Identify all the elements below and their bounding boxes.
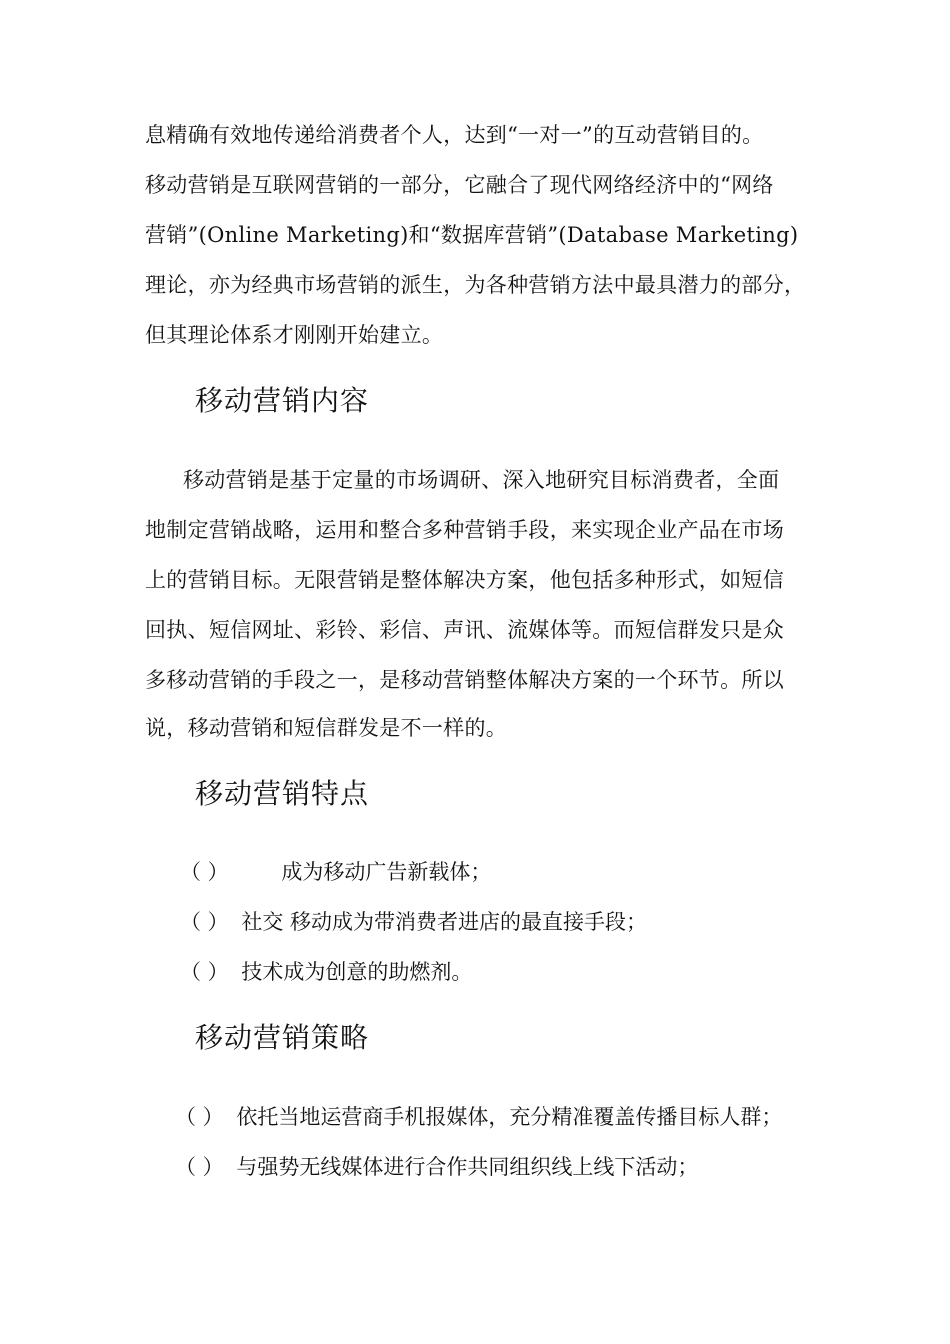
content-line-6: 说，移动营销和短信群发是不一样的。 <box>145 716 508 740</box>
feature-item-1-text: 成为移动广告新载体； <box>281 860 492 884</box>
feature-item-3-text: 技术成为创意的助燃剂。 <box>241 960 473 984</box>
intro-line-5: 但其理论体系才刚刚开始建立。 <box>145 323 444 347</box>
strategy-item-1 <box>175 1102 782 1132</box>
intro-line-1: 息精确有效地传递给消费者个人，达到“一对一”的互动营销目的。 <box>145 123 764 147</box>
strategy-item-2 <box>175 1152 698 1182</box>
section-content-title: 移动营销内容 <box>195 384 370 417</box>
intro-line-3: 营销”(Online Marketing)和“数据库营销”(Database Marketing) <box>145 223 799 247</box>
feature-item-1 <box>180 857 491 887</box>
feature-item-3-paren: （ ） <box>180 960 229 984</box>
strategy-item-2-text: 与强势无线媒体进行合作共同组织线上线下活动； <box>236 1155 699 1179</box>
feature-item-1-paren: （ ） <box>180 860 229 884</box>
feature-item-3 <box>180 957 472 987</box>
content-line-4: 回执、短信网址、彩铃、彩信、声讯、流媒体等。而短信群发只是众 <box>145 618 784 642</box>
intro-line-4: 理论，亦为经典市场营销的派生，为各种营销方法中最具潜力的部分， <box>145 273 806 297</box>
feature-item-2 <box>180 907 647 937</box>
feature-item-2-text: 社交 移动成为带消费者进店的最直接手段； <box>241 910 648 934</box>
intro-line-2: 移动营销是互联网营销的一部分，它融合了现代网络经济中的“网络 <box>145 173 774 197</box>
content-line-1: 移动营销是基于定量的市场调研、深入地研究目标消费者，全面 <box>183 468 780 492</box>
content-line-3: 上的营销目标。无限营销是整体解决方案，他包括多种形式，如短信 <box>145 568 784 592</box>
strategy-item-1-paren: （ ） <box>175 1105 224 1129</box>
strategy-item-1-text: 依托当地运营商手机报媒体，充分精准覆盖传播目标人群； <box>236 1105 783 1129</box>
content-line-2: 地制定营销战略，运用和整合多种营销手段，来实现企业产品在市场 <box>145 518 784 542</box>
section-strategy-title: 移动营销策略 <box>195 1021 370 1054</box>
content-line-5: 多移动营销的手段之一，是移动营销整体解决方案的一个环节。所以 <box>145 668 784 692</box>
strategy-item-2-paren: （ ） <box>175 1155 224 1179</box>
section-features-title: 移动营销特点 <box>195 777 370 810</box>
feature-item-2-paren: （ ） <box>180 910 229 934</box>
